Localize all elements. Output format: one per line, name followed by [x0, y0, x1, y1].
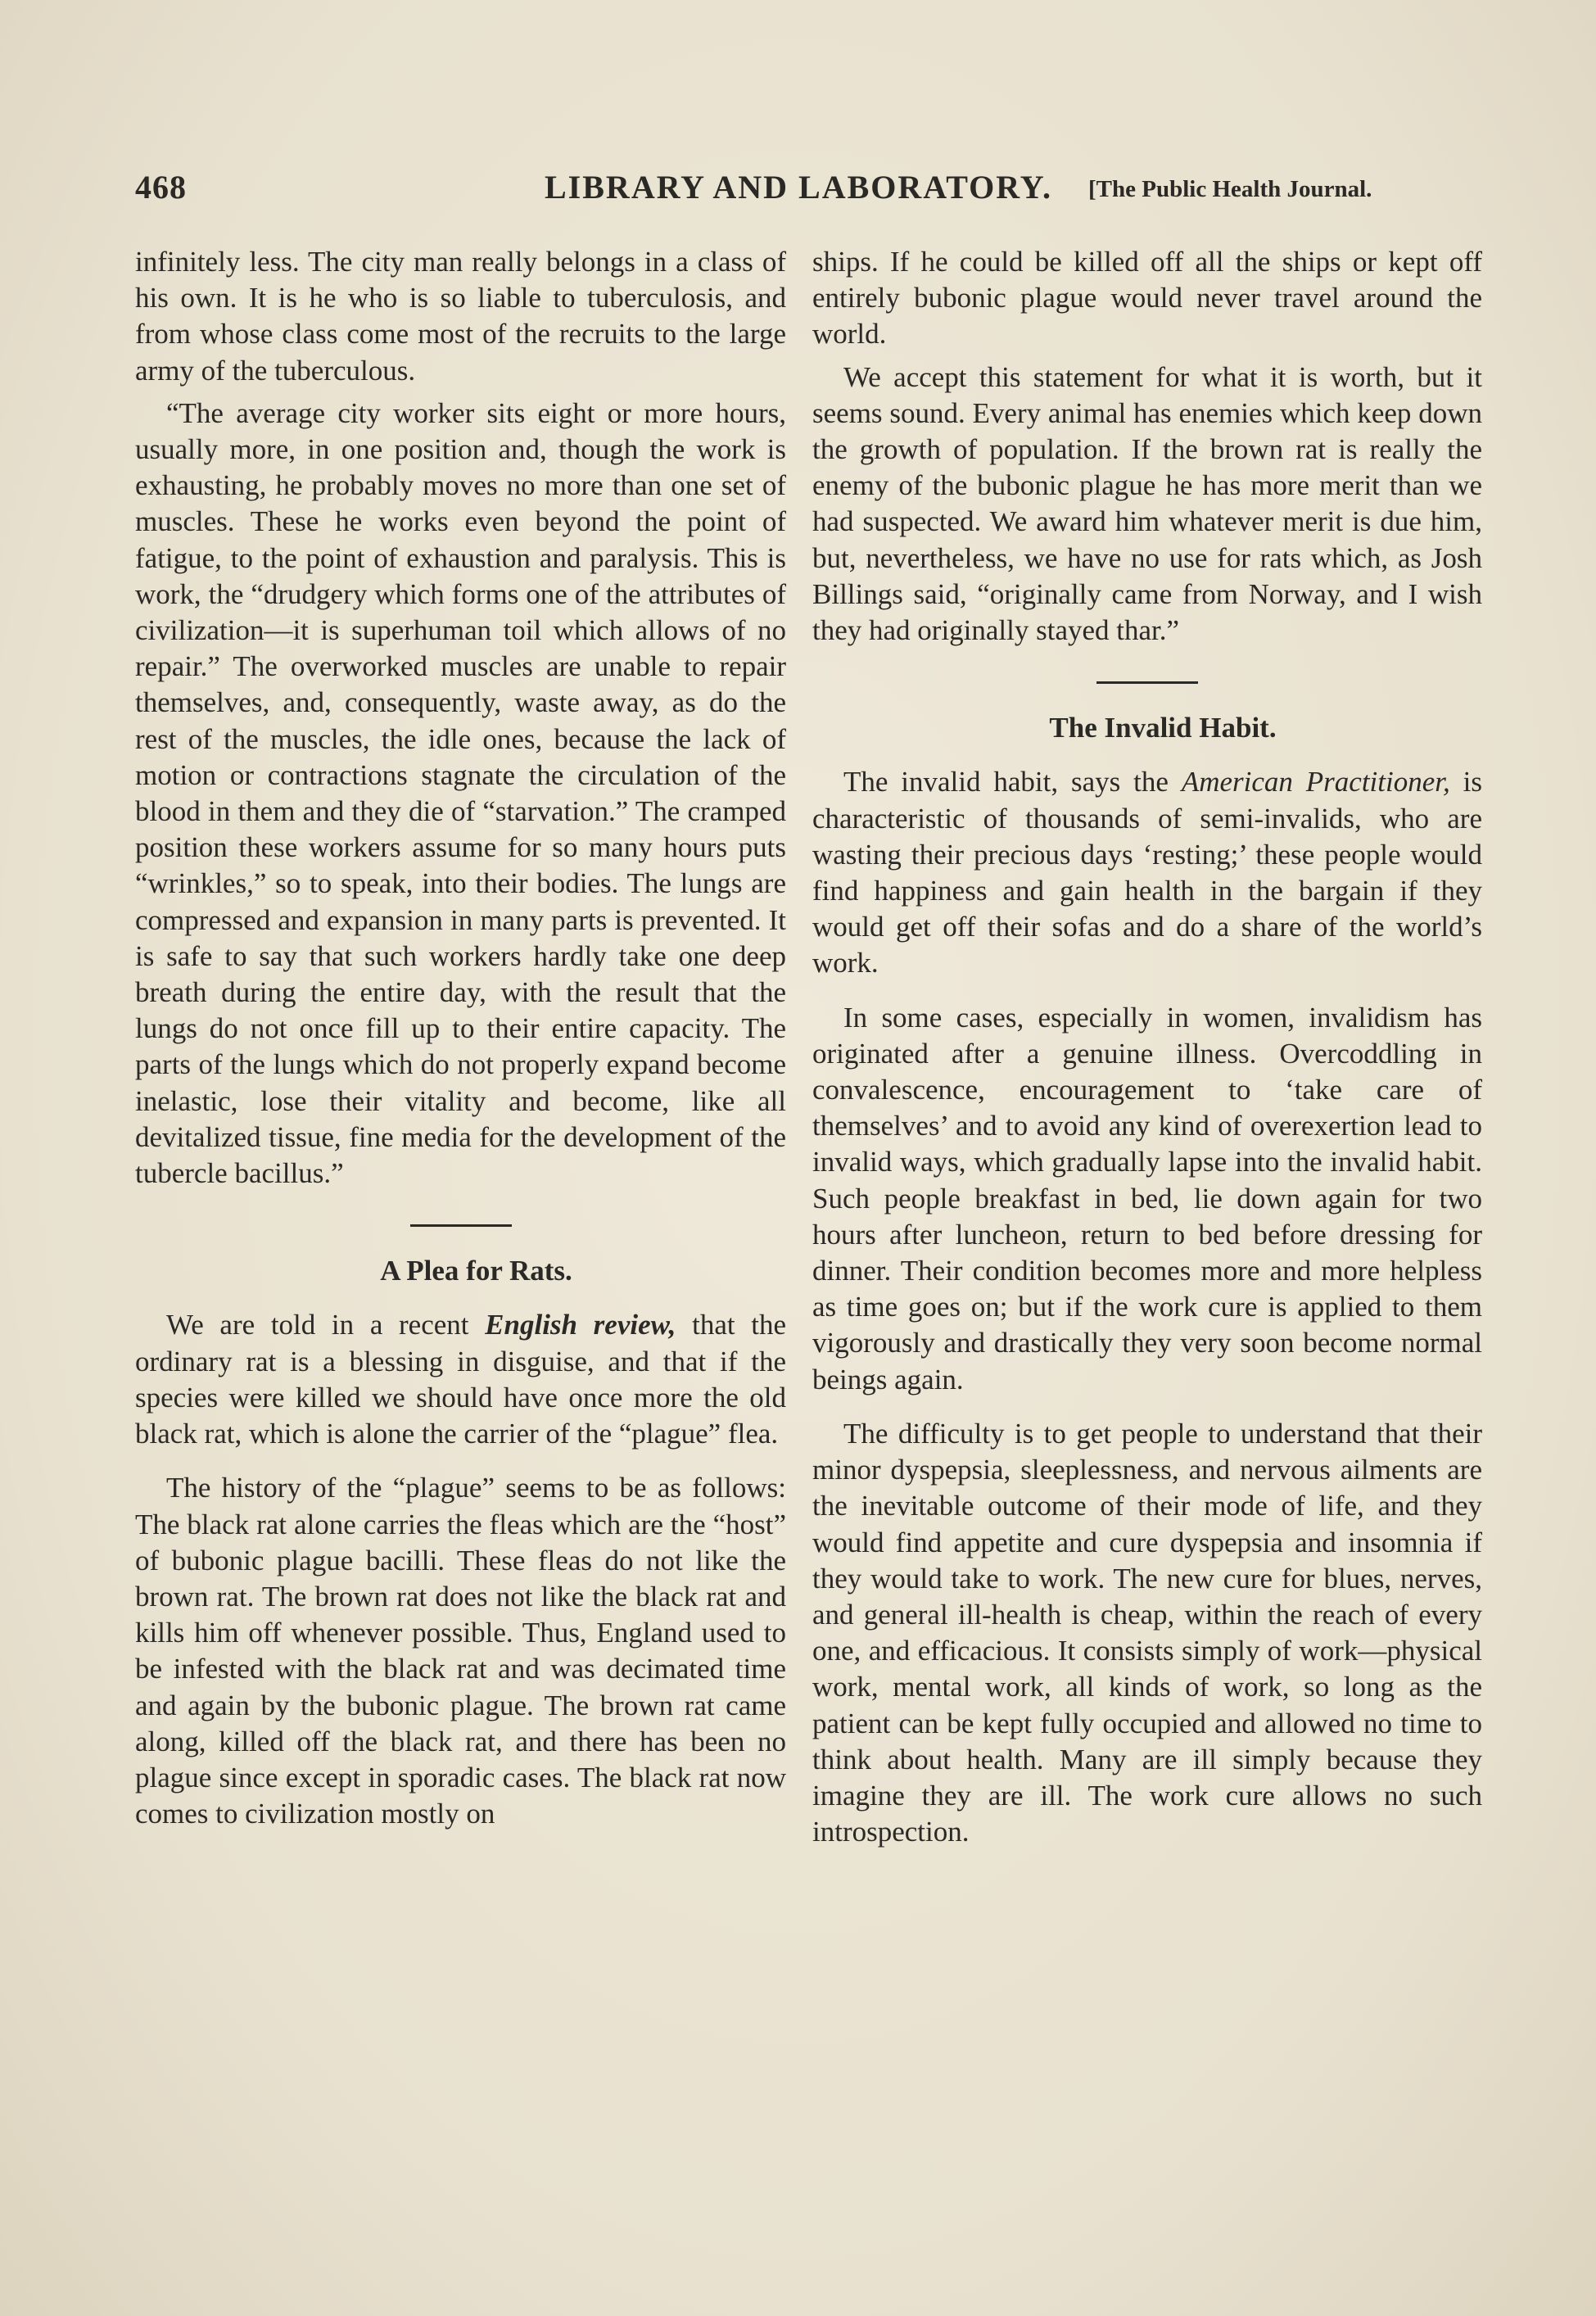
emphasis-text: American Practitioner, — [1181, 766, 1450, 798]
paragraph — [135, 1307, 786, 1452]
paragraph: In some cases, especially in women, invalidism has originated after a genuine illness. Overcoddling in convalescence, encouragement to ‘take care of themselves’ and to avoid any kind of overexertion lead to invalid ways, which gradually lapse into the invalid habit. Such people breakfast in bed, lie down again for two hours after luncheon, return to bed before dressing for dinner. Their condition becomes more and more helpless as time goes on; but if the work cure is applied to them vigorously and drastically they very soon become normal beings again. — [812, 1001, 1482, 1395]
emphasis-text: English review, — [485, 1309, 676, 1341]
section-divider — [410, 1224, 512, 1227]
page-number: 468 — [135, 169, 187, 206]
right-column — [812, 244, 1482, 1868]
paragraph: ships. If he could be killed off all the ships or kept off entirely bubonic plague would never travel around the world. — [812, 246, 1482, 351]
journal-title: [The Public Health Journal. — [1088, 176, 1372, 202]
section-heading-invalid-habit: The Invalid Habit. — [1049, 712, 1277, 744]
paragraph: We accept this statement for what it is worth, but it seems sound. Every animal has enemies which keep down the growth of population. If the brown rat is really the enemy of the bubonic plague he has more merit than we had suspected. We award him whatever merit is due him, but, nevertheless, we have no use for rats which, as Josh Billings said, “originally came from Norway, and I wish they had originally stayed thar.” — [812, 360, 1482, 647]
text-run: The invalid habit, says the — [843, 766, 1182, 798]
text-run: that the ordinary rat is a blessing in disguise, and that if the species were killed we should have once more the old black rat, which is alone the carrier of the “plague” flea. — [135, 1309, 787, 1450]
section-divider — [1096, 681, 1198, 684]
paragraph: The difficulty is to get people to understand that their minor dyspepsia, sleeplessness, and nervous ailments are the inevitable outcome of their mode of life, and they would find appetite and cure dyspepsia and insomnia if they would take to work. The new cure for blues, nerves, and general ill-health is cheap, within the reach of every one, and efficacious. It consists simply of work—physical work, mental work, all kinds of work, so long as the patient can be kept fully occupied and allowed no time to think about health. Many are ill simply because they imagine they are ill. The work cure allows no such introspection. — [812, 1417, 1482, 1848]
running-title: LIBRARY AND LABORATORY. — [545, 169, 1052, 206]
text-run: is characteristic of thousands of semi-invalids, who are wasting their precious days ‘resting;’ these people would find happiness and gain health in the bargain if they would get off their sofas and do a share of the world’s work. — [812, 766, 1482, 979]
text-run: We are told in a recent — [166, 1309, 486, 1341]
paragraph — [812, 764, 1482, 981]
page-header — [135, 168, 1494, 217]
section-heading-rats: A Plea for Rats. — [380, 1255, 572, 1287]
paragraph: “The average city worker sits eight or more hours, usually more, in one position and, though the work is exhausting, he probably moves no more than one set of muscles. These he works even beyond the point of fatigue, to the point of exhaustion and paralysis. This is work, the “drudgery which forms one of the attributes of civilization—it is superhuman toil which allows of no repair.” The overworked muscles are unable to repair themselves, and, consequently, waste away, as do the rest of the muscles, the idle ones, because the lack of motion or contractions stagnate the circulation of the blood in them and they die of “starvation.” The cramped position these workers assume for so many hours puts “wrinkles,” so to speak, into their bodies. The lungs are compressed and expansion in many parts is prevented. It is safe to say that such workers hardly take one deep breath during the entire day, with the result that the lungs do not once fill up to their entire capacity. The parts of the lungs which do not properly expand become inelastic, lose their vitality and become, like all devitalized tissue, fine media for the development of the tubercle bacillus.” — [135, 396, 786, 1190]
paragraph: The history of the “plague” seems to be as follows: The black rat alone carries the fleas which are the “host” of bubonic plague bacilli. These fleas do not like the brown rat. The brown rat does not like the black rat and kills him off whenever possible. Thus, England used to be infested with the black rat and was decimated time and again by the bubonic plague. The brown rat came along, killed off the black rat, and there has been no plague since except in sporadic cases. The black rat now comes to civilization mostly on — [135, 1472, 786, 1830]
paragraph: infinitely less. The city man really belongs in a class of his own. It is he who is so liable to tuberculosis, and from whose class come most of the recruits to the large army of the tuberculous. — [135, 246, 786, 387]
left-column — [135, 244, 786, 1850]
